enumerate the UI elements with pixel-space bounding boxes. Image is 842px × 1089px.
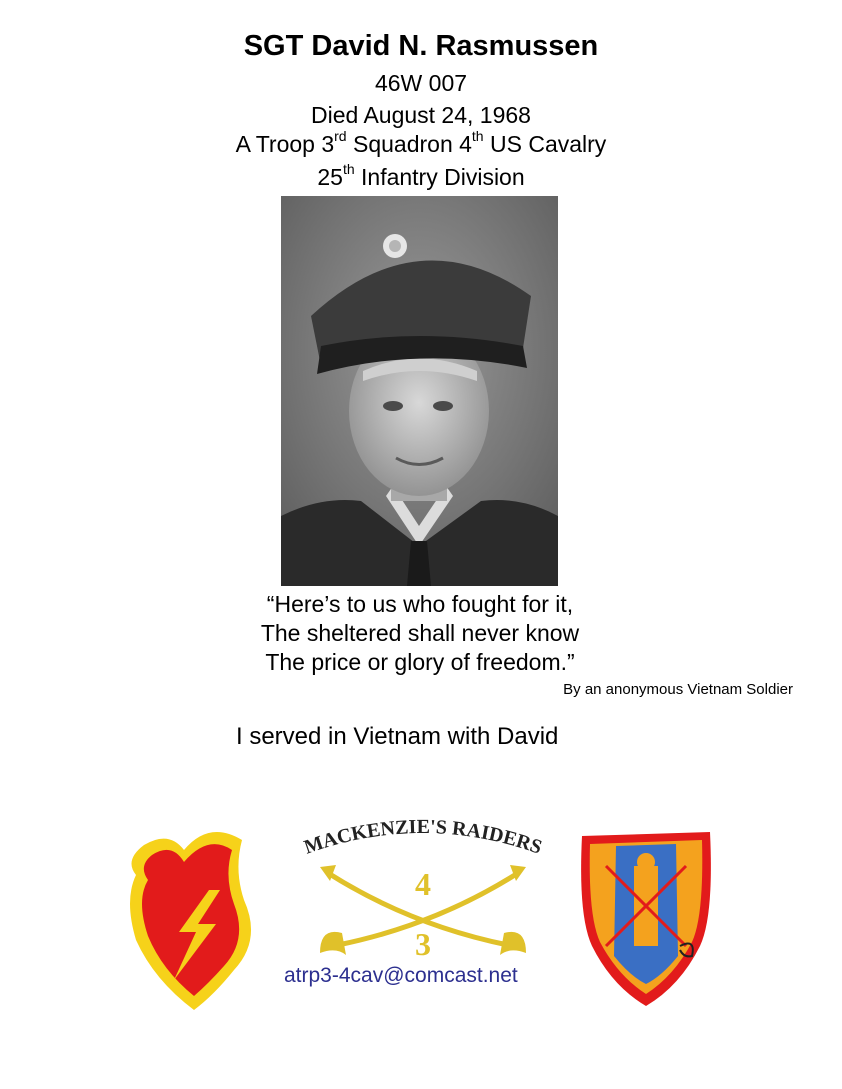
- quote-line-2: The sheltered shall never know: [260, 620, 580, 646]
- served-statement: I served in Vietnam with David: [236, 723, 559, 750]
- panel-number: 46W 007: [374, 70, 468, 96]
- soldier-name: SGT David N. Rasmussen: [243, 30, 599, 62]
- quote-block: [150, 590, 690, 677]
- unit-text-a: A Troop 3: [235, 131, 335, 157]
- division-text: Infantry Division: [354, 164, 525, 190]
- cavalry-crest-icon: [576, 826, 716, 1011]
- division-sup: th: [342, 161, 355, 178]
- logo-number-bottom: 3: [415, 926, 431, 962]
- mackenzies-raiders-logo: [290, 815, 555, 965]
- quote-line-1: “Here’s to us who fought for it,: [266, 591, 574, 617]
- logo-number-top: 4: [415, 866, 431, 902]
- unit-line: [0, 128, 842, 157]
- death-date: Died August 24, 1968: [311, 102, 531, 128]
- unit-text-c: US Cavalry: [483, 131, 607, 157]
- quote-attribution: By an anonymous Vietnam Soldier: [563, 681, 793, 698]
- soldier-portrait: [281, 196, 558, 586]
- unit-sup-th: th: [471, 128, 484, 145]
- division-line: [0, 161, 842, 190]
- quote-line-3: The price or glory of freedom.”: [265, 649, 575, 675]
- division-number: 25: [317, 164, 343, 190]
- contact-email[interactable]: atrp3-4cav@comcast.net: [284, 964, 518, 987]
- unit-text-b: Squadron 4: [346, 131, 472, 157]
- tropic-lightning-patch-icon: [124, 820, 262, 1015]
- logo-arc-text: MACKENZIE'S RAIDERS: [301, 815, 545, 859]
- unit-sup-rd: rd: [334, 128, 347, 145]
